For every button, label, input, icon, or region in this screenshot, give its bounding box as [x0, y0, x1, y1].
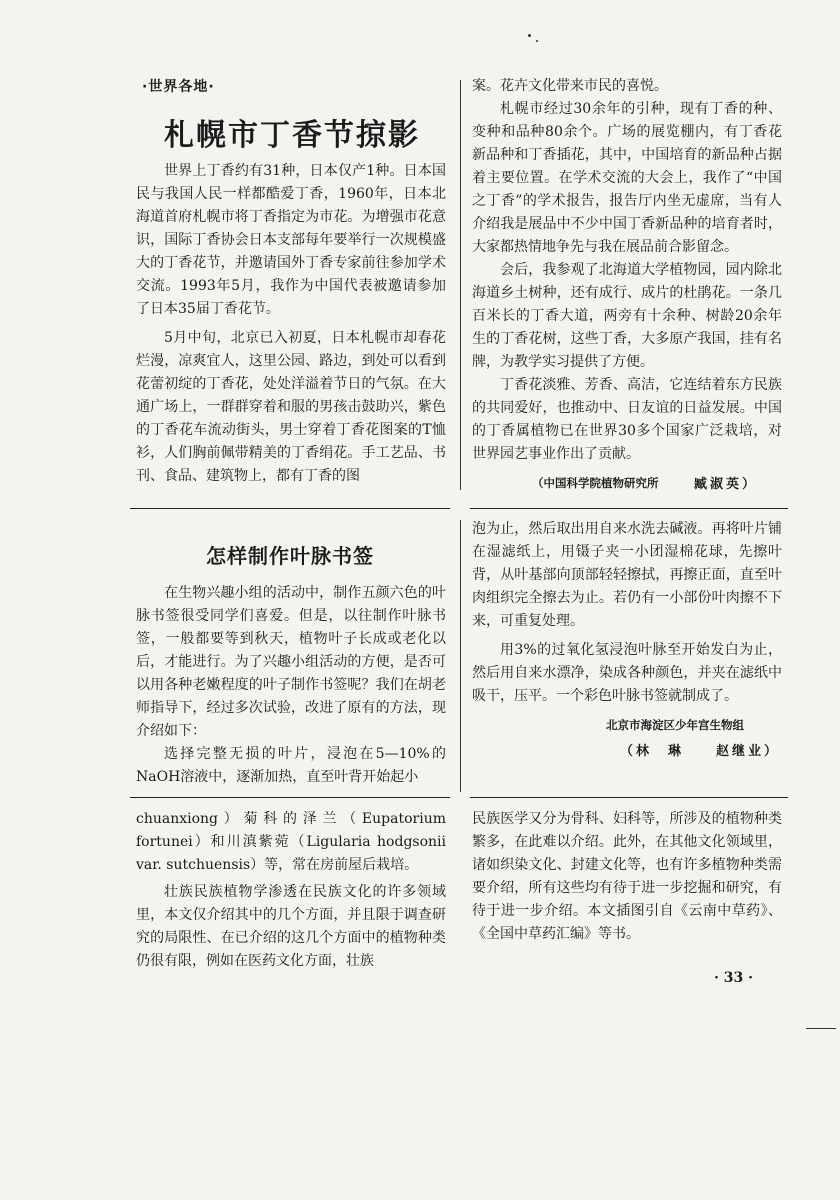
paragraph-continued: 民族医学又分为骨科、妇科等，所涉及的植物种类繁多，在此难以介绍。此外，在其他文化领域里，诸如织染文化、封建文化等，也有许多植物种类需要介绍，所有这些均有待于进一步挖掘和研究，有待于进一步介绍。本文插图引自《云南中草药》、《全国中草药汇编》等书。 [472, 811, 782, 942]
article1-credit-author: 臧淑英） [694, 477, 759, 492]
scan-mark [806, 1028, 836, 1029]
article1-credit-org: （中国科学院植物研究所 [532, 476, 659, 490]
paragraph: 用3%的过氧化氢浸泡叶脉至开始发白为止，然后用自来水漂净，染成各种颜色，并夹在滤纸中吸干，压平。一个彩色叶脉书签就制成了。 [472, 642, 782, 704]
scan-speck [536, 40, 538, 42]
article1-right-column [472, 75, 782, 466]
scan-speck [528, 34, 531, 37]
paragraph-continued: 泡为止，然后取出用自来水洗去碱液。再将叶片铺在湿滤纸上，用镊子夹一小团湿棉花球，先擦叶背，从叶基部向顶部轻轻擦拭，再擦正面，直至叶肉组织完全擦去为止。若仍有一小部份叶肉擦不下来，可重复处理。 [472, 521, 782, 629]
column-divider [460, 80, 461, 490]
paragraph: 世界上丁香约有31种，日本仅产1种。日本国民与我国人民一样都酷爱丁香，1960年，日本北海道首府札幌市将丁香指定为市花。为增强市花意识，国际丁香协会日本支部每年要举行一次规模盛大的丁香花节，并邀请国外丁香专家前往参加学术交流。1993年5月，我作为中国代表被邀请参加了日本35届丁香花节。 [136, 163, 446, 317]
divider [130, 797, 450, 798]
paragraph: 札幌市经过30余年的引种，现有丁香的种、变种和品种80余个。广场的展览棚内，有丁香花新品种和丁香插花，其中，中国培育的新品种占据着主要位置。在学术交流的大会上，我作了“中国之丁香”的学术报告，报告厅内坐无虚席，当有人介绍我是展品中不少中国丁香新品种的培育者时，大家都热情地争先与我在展品前合影留念。 [472, 101, 782, 255]
article3-right-column [472, 808, 782, 946]
divider [130, 508, 450, 509]
article2-right-column [472, 518, 782, 708]
paragraph-continued: 案。花卉文化带来市民的喜悦。 [472, 78, 668, 94]
divider [470, 508, 788, 509]
article2-credit-authors: （林 琳 赵继业） [620, 744, 781, 759]
paragraph: 在生物兴趣小组的活动中，制作五颜六色的叶脉书签很受同学们喜爱。但是，以往制作叶脉书签，一般都要等到秋天，植物叶子长成或老化以后，才能进行。为了兴趣小组活动的方便，是否可以用各种老嫩程度的叶子制作书签呢？我们在胡老师指导下，经过多次试验，改进了原有的方法，现介绍如下： [136, 585, 446, 739]
paragraph: 壮族民族植物学渗透在民族文化的许多领域里，本文仅介绍其中的几个方面，并且限于调查研究的局限性、在已介绍的这几个方面中的植物种类仍很有限，例如在医药文化方面，壮族 [136, 884, 446, 969]
article-title-lilac-festival: 札幌市丁香节掠影 [164, 118, 420, 153]
divider [470, 797, 788, 798]
paragraph-continued: chuanxiong）菊科的泽兰（Eupatorium fortunei）和川滇紫菀（Ligularia hodgsonii var. sutchuensis）等，常在房前屋后栽培。 [136, 811, 446, 873]
article2-left-column [136, 582, 446, 789]
article1-left-column [136, 160, 446, 488]
paragraph: 会后，我参观了北海道大学植物园，园内除北海道乡土树种，还有成行、成片的杜鹃花。一条几百米长的丁香大道，两旁有十余种、树龄20余年生的丁香花树，这些丁香，大多原产我国，挂有名牌，为教学实习提供了方便。 [472, 262, 782, 370]
section-label: ·世界各地· [142, 79, 215, 95]
paragraph: 丁香花淡雅、芳香、高洁，它连结着东方民族的共同爱好，也推动中、日友谊的日益发展。中国的丁香属植物已在世界30多个国家广泛栽培，对世界园艺事业作出了贡献。 [472, 377, 782, 462]
paragraph: 5月中旬，北京已入初夏，日本札幌市却春花烂漫，凉爽宜人，这里公园、路边，到处可以看到花蕾初绽的丁香花，处处洋溢着节日的气氛。在大通广场上，一群群穿着和服的男孩击鼓助兴，紫色的丁香花车流动街头，男士穿着丁香花图案的T恤衫，人们胸前佩带精美的丁香绢花。手工艺品、书刊、食品、建筑物上，都有丁香的图 [136, 330, 446, 484]
article-title-leaf-bookmark: 怎样制作叶脉书签 [206, 544, 374, 568]
column-divider [460, 520, 461, 792]
paragraph: 选择完整无损的叶片，浸泡在5—10%的NaOH溶液中，逐渐加热，直至叶背开始起小 [136, 746, 446, 785]
page-number: · 33 · [714, 970, 753, 986]
article2-credit-org: 北京市海淀区少年宫生物组 [606, 718, 744, 732]
article3-left-column [136, 808, 446, 973]
